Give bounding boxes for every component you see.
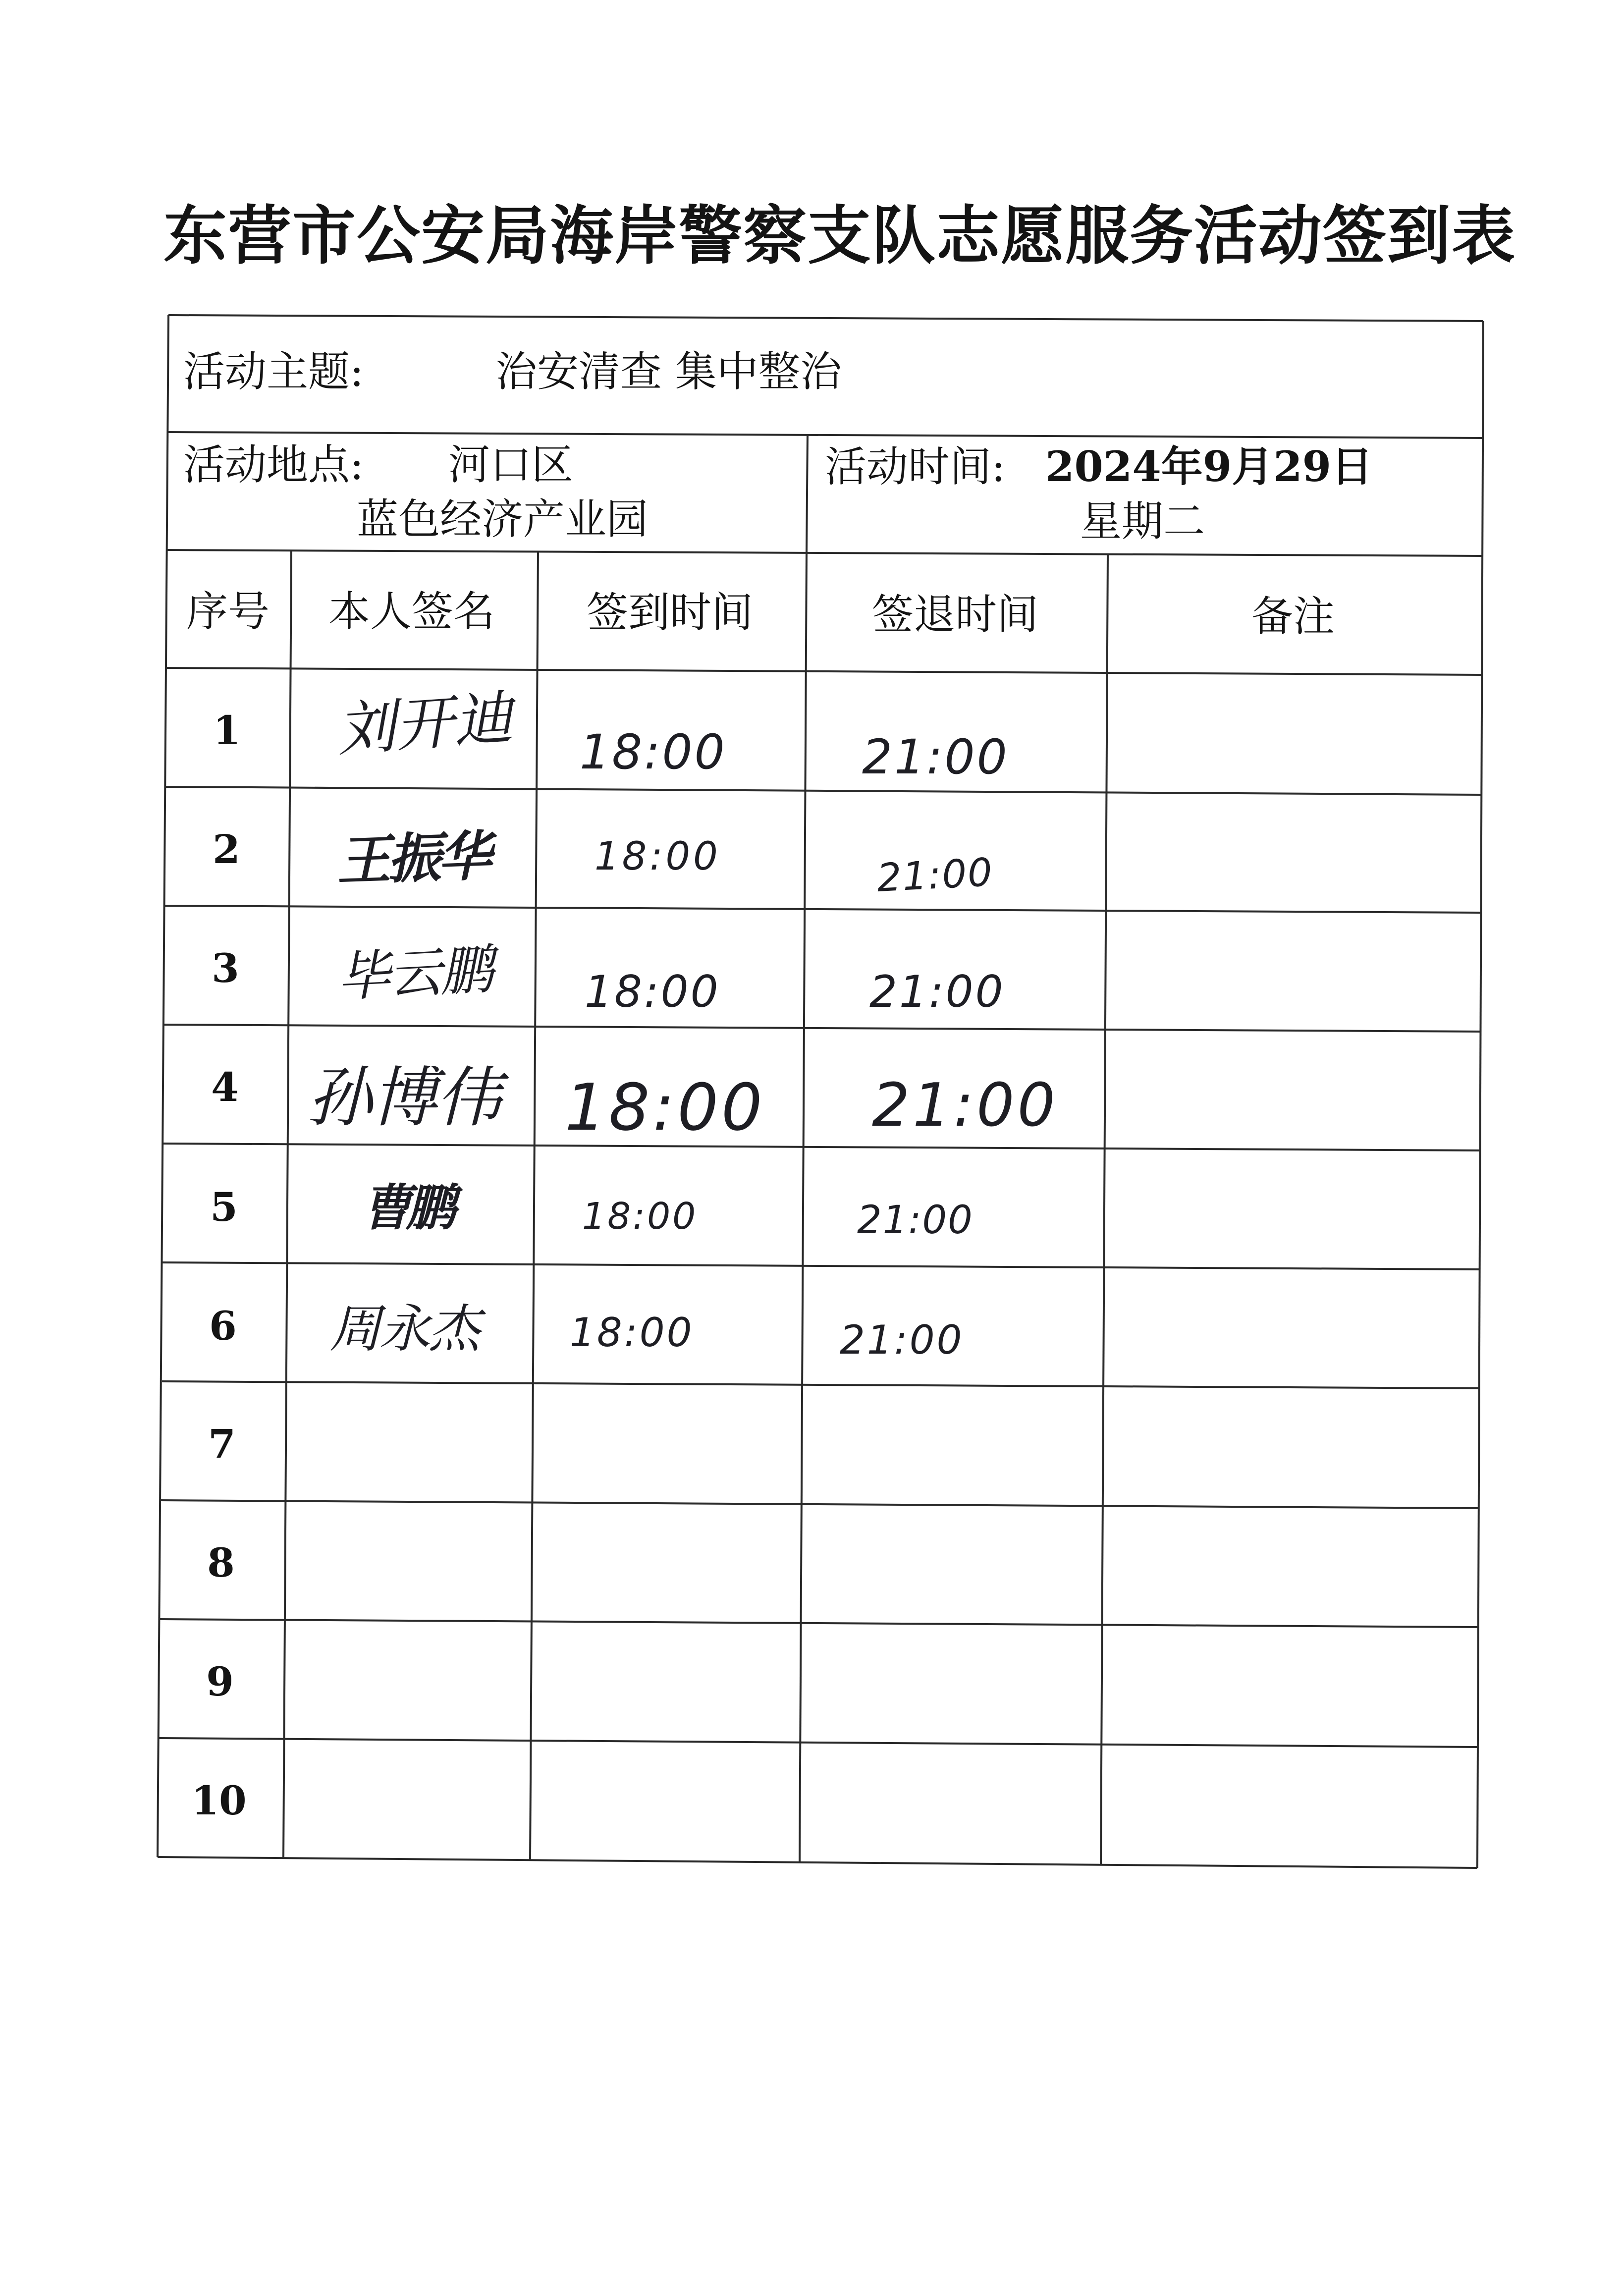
row-index: 6 — [209, 1303, 237, 1349]
row-index: 9 — [206, 1658, 234, 1705]
signature: 刘开迪 — [334, 683, 515, 765]
sign-out-time: 21:00 — [840, 1317, 964, 1363]
row-index: 10 — [191, 1777, 247, 1824]
activity-time-date: 2024年9月29日 — [1045, 442, 1373, 491]
sign-in-time: 18:00 — [565, 1070, 765, 1145]
sign-in-time: 18:00 — [580, 724, 727, 780]
sign-in-time: 18:00 — [582, 1195, 698, 1238]
activity-location-line1: 河口区 — [448, 440, 574, 489]
column-header-sign-out-time: 签退时间 — [871, 590, 1038, 639]
signature: 曹鹏 — [362, 1179, 451, 1237]
column-header-notes: 备注 — [1251, 592, 1335, 641]
signature: 周永杰 — [329, 1299, 479, 1359]
signature: 毕云鹏 — [335, 938, 493, 1009]
row-index: 7 — [208, 1421, 236, 1467]
sign-in-time: 18:00 — [570, 1310, 694, 1356]
sign-out-time: 21:00 — [875, 850, 994, 901]
sign-in-time: 18:00 — [595, 834, 721, 879]
row-index: 4 — [211, 1064, 239, 1110]
activity-theme-label: 活动主题: — [183, 347, 364, 396]
column-header-signature: 本人签名 — [328, 587, 495, 636]
row-index: 3 — [212, 945, 239, 991]
row-index: 2 — [213, 826, 240, 873]
activity-time-weekday: 星期二 — [1080, 497, 1205, 546]
signature: 孙博伟 — [307, 1060, 500, 1136]
sign-out-time: 21:00 — [857, 1198, 973, 1243]
sign-out-time: 21:00 — [869, 966, 1005, 1017]
row-index: 8 — [207, 1539, 235, 1586]
sign-out-time: 21:00 — [862, 729, 1009, 785]
sheet-title: 东营市公安局海岸警察支队志愿服务活动签到表 — [163, 199, 1516, 273]
sign-in-time: 18:00 — [585, 966, 720, 1017]
activity-location-line2: 蓝色经济产业园 — [357, 495, 649, 544]
activity-time-label: 活动时间: — [825, 442, 1006, 491]
activity-theme-value: 治安清查 集中整治 — [495, 347, 842, 396]
signature: 王振华 — [335, 825, 490, 893]
sign-out-time: 21:00 — [872, 1071, 1058, 1140]
row-index: 1 — [213, 707, 241, 754]
column-header-sign-in-time: 签到时间 — [586, 588, 753, 637]
activity-location-label: 活动地点: — [183, 440, 364, 489]
row-index: 5 — [210, 1184, 238, 1230]
column-header-index: 序号 — [186, 587, 270, 636]
